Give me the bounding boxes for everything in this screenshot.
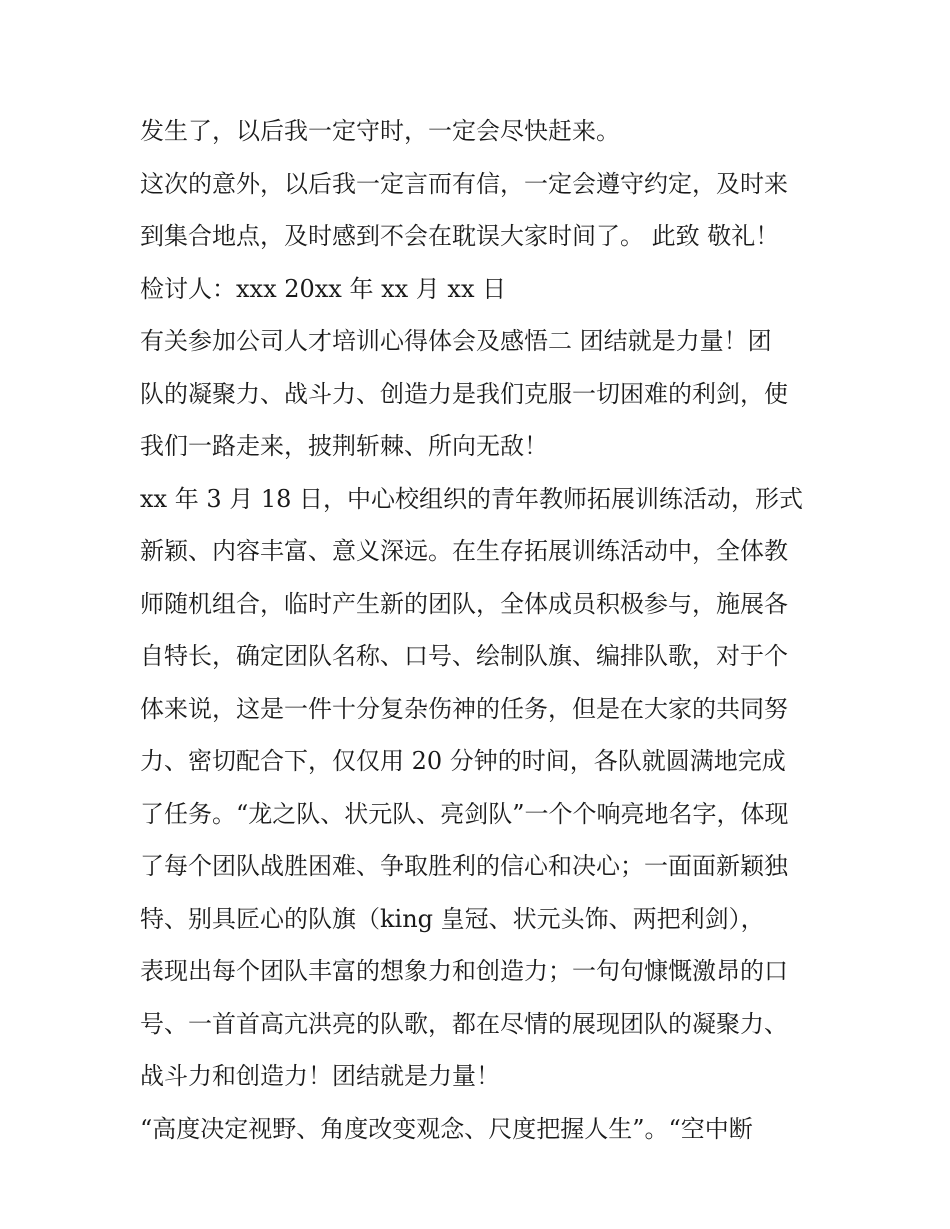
text-line: 了每个团队战胜困难、争取胜利的信心和决心；一面面新颖独 bbox=[140, 852, 788, 880]
text-line: 我们一路走来，披荆斩棘、所向无敌！ bbox=[140, 432, 548, 460]
document-body bbox=[140, 105, 820, 1155]
section-heading-line: 有关参加公司人才培训心得体会及感悟二 团结就是力量！团 bbox=[140, 327, 772, 355]
text-line: 这次的意外，以后我一定言而有信，一定会遵守约定，及时来 bbox=[140, 169, 788, 198]
text-line: 师随机组合，临时产生新的团队，全体成员积极参与，施展各 bbox=[140, 589, 788, 618]
text-line: 新颖、内容丰富、意义深远。在生存拓展训练活动中，全体教 bbox=[140, 537, 788, 565]
text-line: 到集合地点，及时感到不会在耽误大家时间了。 此致 敬礼！ bbox=[140, 222, 780, 250]
text-line: 队的凝聚力、战斗力、创造力是我们克服一切困难的利剑，使 bbox=[140, 379, 788, 408]
text-line: 了任务。“龙之队、状元队、亮剑队”一个个响亮地名字，体现 bbox=[140, 799, 789, 828]
text-line: 号、一首首高亢洪亮的队歌，都在尽情的展现团队的凝聚力、 bbox=[140, 1009, 788, 1038]
text-line: 表现出每个团队丰富的想象力和创造力；一句句慷慨激昂的口 bbox=[140, 957, 788, 985]
text-line: “高度决定视野、角度改变观念、尺度把握人生”。“空中断 bbox=[140, 1114, 753, 1143]
text-line: xx 年 3 月 18 日，中心校组织的青年教师拓展训练活动，形式 bbox=[140, 484, 804, 513]
text-line: 发生了，以后我一定守时，一定会尽快赶来。 bbox=[140, 117, 620, 145]
text-line: 力、密切配合下，仅仅用 20 分钟的时间，各队就圆满地完成 bbox=[140, 747, 786, 775]
text-line: 战斗力和创造力！团结就是力量！ bbox=[140, 1062, 500, 1090]
text-line: 特、别具匠心的队旗（king 皇冠、状元头饰、两把利剑）， bbox=[140, 904, 765, 933]
signature-line: 检讨人：xxx 20xx 年 xx 月 xx 日 bbox=[140, 274, 507, 303]
text-line: 体来说，这是一件十分复杂伤神的任务，但是在大家的共同努 bbox=[140, 694, 788, 723]
text-line: 自特长，确定团队名称、口号、绘制队旗、编排队歌，对于个 bbox=[140, 642, 788, 670]
